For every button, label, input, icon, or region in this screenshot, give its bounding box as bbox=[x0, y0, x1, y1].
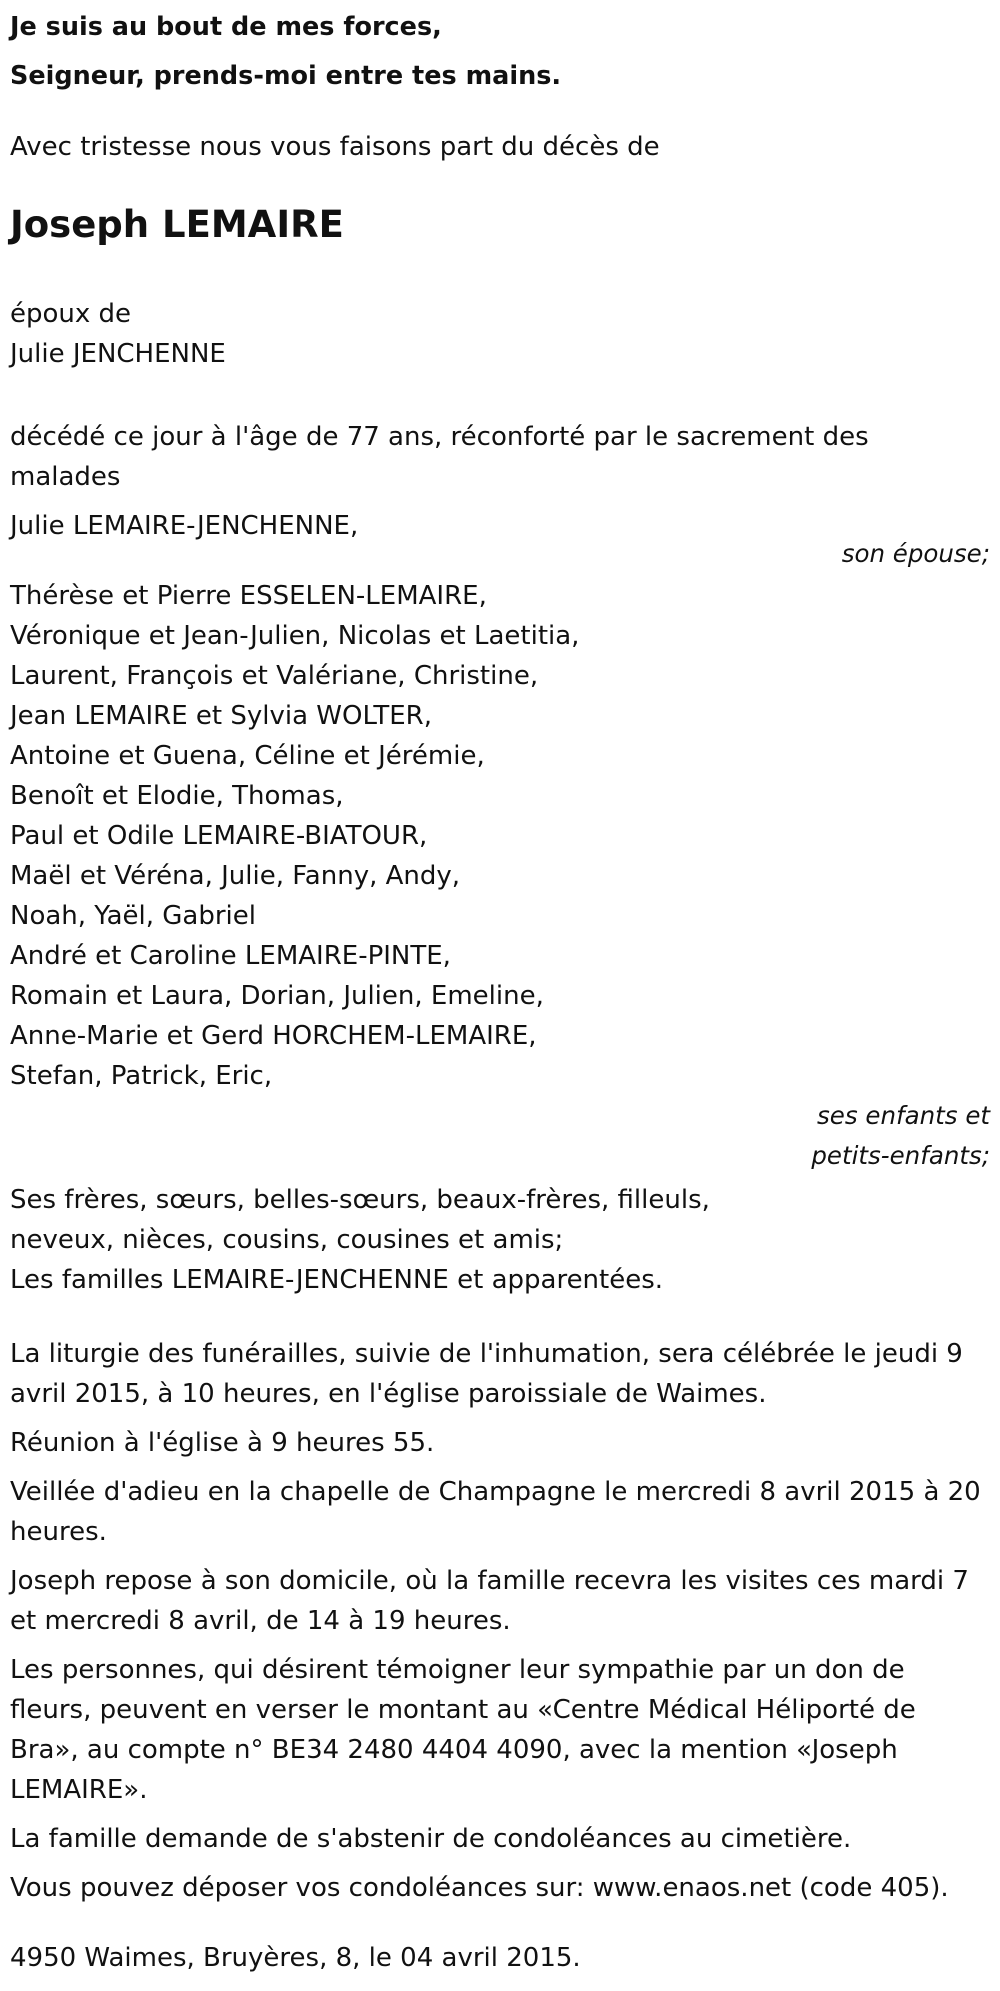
donation-line: LEMAIRE». bbox=[10, 1775, 148, 1805]
funeral-line: La liturgie des funérailles, suivie de l'inhumation, sera célébrée le jeudi 9 bbox=[10, 1339, 963, 1369]
child-line: Romain et Laura, Dorian, Julien, Emeline, bbox=[10, 981, 544, 1011]
online-condolences-note: Vous pouvez déposer vos condoléances sur: www.enaos.net (code 405). bbox=[10, 1873, 949, 1903]
child-line: Antoine et Guena, Céline et Jérémie, bbox=[10, 741, 485, 771]
motto-line-1: Je suis au bout de mes forces, bbox=[10, 12, 442, 42]
visit-line: et mercredi 8 avril, de 14 à 19 heures. bbox=[10, 1606, 511, 1636]
funeral-line: avril 2015, à 10 heures, en l'église paroissiale de Waimes. bbox=[10, 1379, 767, 1409]
child-line: Laurent, François et Valériane, Christine, bbox=[10, 661, 539, 691]
visit-line: Joseph repose à son domicile, où la famille recevra les visites ces mardi 7 bbox=[10, 1566, 969, 1596]
donation-line: Les personnes, qui désirent témoigner leur sympathie par un don de bbox=[10, 1655, 905, 1685]
child-line: Stefan, Patrick, Eric, bbox=[10, 1061, 273, 1091]
child-line: Maël et Véréna, Julie, Fanny, Andy, bbox=[10, 861, 461, 891]
wake-line: heures. bbox=[10, 1517, 107, 1547]
spouse-role: son épouse; bbox=[841, 539, 990, 568]
relatives-line: Les familles LEMAIRE-JENCHENNE et apparentées. bbox=[10, 1265, 664, 1295]
spouse-name: Julie JENCHENNE bbox=[10, 339, 226, 369]
meeting-info: Réunion à l'église à 9 heures 55. bbox=[10, 1428, 435, 1458]
relatives bbox=[10, 1180, 990, 1300]
child-line: Thérèse et Pierre ESSELEN-LEMAIRE, bbox=[10, 581, 487, 611]
child-line: Paul et Odile LEMAIRE-BIATOUR, bbox=[10, 821, 428, 851]
relatives-line: neveux, nièces, cousins, cousines et amis; bbox=[10, 1225, 564, 1255]
spouse-family-line: Julie LEMAIRE-JENCHENNE, bbox=[10, 511, 359, 541]
deceased-name: Joseph LEMAIRE bbox=[10, 203, 344, 246]
no-condolences-note: La famille demande de s'abstenir de condoléances au cimetière. bbox=[10, 1824, 852, 1854]
child-line: Noah, Yaël, Gabriel bbox=[10, 901, 256, 931]
child-line: Anne-Marie et Gerd HORCHEM-LEMAIRE, bbox=[10, 1021, 537, 1051]
address-date: 4950 Waimes, Bruyères, 8, le 04 avril 2015. bbox=[10, 1943, 581, 1973]
children-role-line-2: petits-enfants; bbox=[811, 1141, 990, 1170]
motto bbox=[10, 3, 990, 101]
visit-info bbox=[10, 1561, 990, 1641]
donation-line: fleurs, peuvent en verser le montant au «Centre Médical Héliporté de bbox=[10, 1695, 916, 1725]
intro-text: Avec tristesse nous vous faisons part du décès de bbox=[10, 132, 660, 162]
child-line: André et Caroline LEMAIRE-PINTE, bbox=[10, 941, 451, 971]
child-line: Jean LEMAIRE et Sylvia WOLTER, bbox=[10, 701, 432, 731]
donation-info bbox=[10, 1650, 990, 1810]
child-line: Benoît et Elodie, Thomas, bbox=[10, 781, 344, 811]
death-info: décédé ce jour à l'âge de 77 ans, réconforté par le sacrement des malades bbox=[10, 422, 869, 492]
children-list bbox=[10, 576, 990, 1096]
obituary-content bbox=[10, 0, 990, 1978]
relatives-line: Ses frères, sœurs, belles-sœurs, beaux-frères, filleuls, bbox=[10, 1185, 710, 1215]
spouse-label: époux de bbox=[10, 299, 132, 329]
wake-info bbox=[10, 1472, 990, 1552]
children-role-line-1: ses enfants et bbox=[817, 1101, 990, 1130]
donation-line: Bra», au compte n° BE34 2480 4404 4090, avec la mention «Joseph bbox=[10, 1735, 898, 1765]
wake-line: Veillée d'adieu en la chapelle de Champagne le mercredi 8 avril 2015 à 20 bbox=[10, 1477, 981, 1507]
funeral-info bbox=[10, 1334, 990, 1414]
motto-line-2: Seigneur, prends-moi entre tes mains. bbox=[10, 61, 562, 91]
children-role bbox=[10, 1096, 990, 1176]
spouse-block bbox=[10, 294, 990, 374]
child-line: Véronique et Jean-Julien, Nicolas et Laetitia, bbox=[10, 621, 580, 651]
